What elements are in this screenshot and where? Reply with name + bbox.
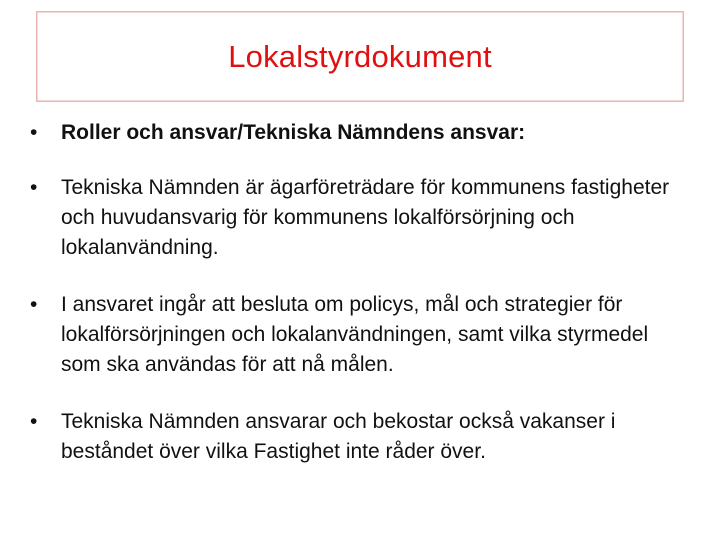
bullet-marker: • [30,176,38,199]
bullet-item-responsibility [30,290,690,380]
bullet-item-ownership [30,173,690,263]
bullet-item-heading [30,118,690,148]
bullet-text: Tekniska Nämnden ansvarar och bekostar också vakanser i beståndet över vilka Fastighet inte råder över. [61,410,616,463]
bullet-marker: • [30,410,38,433]
bullet-list [30,118,690,494]
bullet-marker: • [30,293,38,316]
slide-title: Lokalstyrdokument [228,38,492,74]
bullet-text: Tekniska Nämnden är ägarföreträdare för kommunens fastigheter och huvudansvarig för kommunens lokalförsörjning och lokalanvändning. [61,176,670,259]
bullet-text: Roller och ansvar/Tekniska Nämndens ansvar: [61,121,526,144]
bullet-text: I ansvaret ingår att besluta om policys, mål och strategier för lokalförsörjningen och lokalanvändningen, samt vilka styrmedel som ska användas för att nå målen. [61,293,649,376]
bullet-marker: • [30,121,38,144]
bullet-item-vacancies [30,407,690,467]
title-box [36,11,684,102]
